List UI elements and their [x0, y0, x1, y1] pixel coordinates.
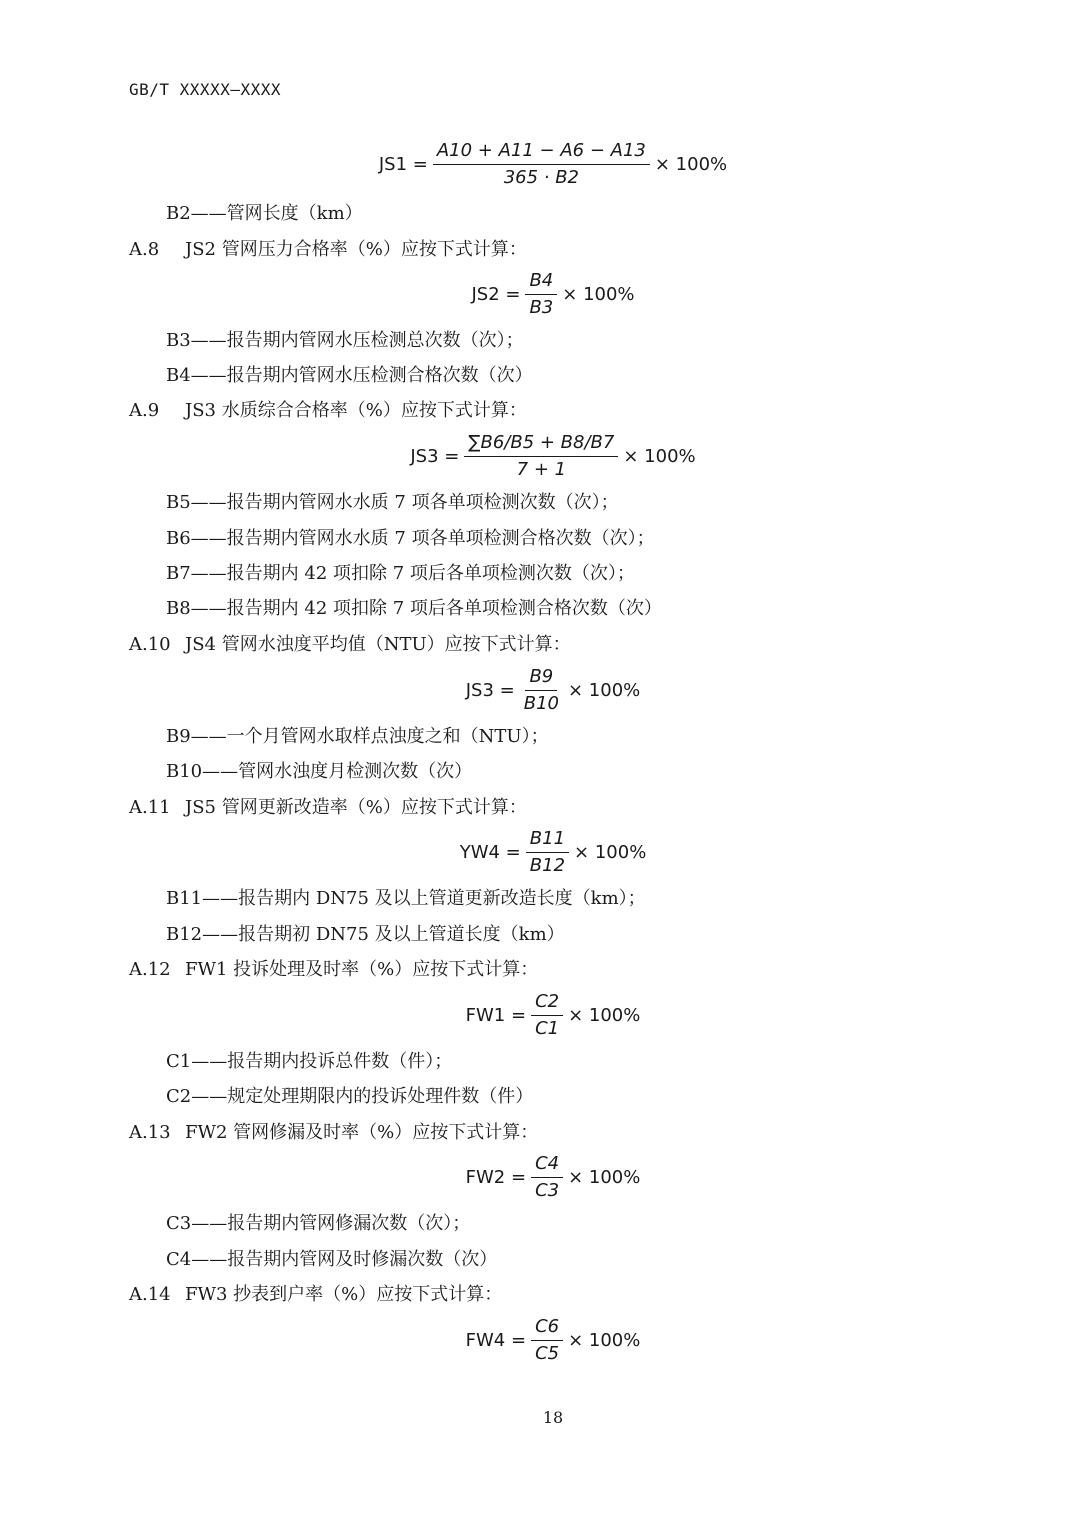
formula-lhs: FW4 =: [465, 1329, 527, 1351]
formula-rhs: × 100%: [623, 445, 696, 467]
definition-b2: B2——管网长度（km）: [166, 203, 363, 224]
formula-rhs: × 100%: [654, 153, 728, 175]
numerator: C2: [531, 991, 563, 1016]
section-a11: [129, 797, 527, 819]
section-a14: [129, 1284, 502, 1306]
definition-c3: C3——报告期内管网修漏次数（次）；: [166, 1213, 471, 1234]
section-text: FW1 投诉处理及时率（%）应按下式计算：: [185, 959, 539, 980]
denominator: 365 · B2: [503, 167, 580, 188]
formula-lhs: FW1 =: [465, 1004, 527, 1026]
section-a8: [129, 239, 527, 261]
formula-js2: [0, 270, 1080, 319]
formula-lhs: JS2 =: [471, 283, 521, 305]
definition-b8: B8——报告期内 42 项扣除 7 项后各单项检测合格次数（次）: [166, 598, 662, 619]
definition-b5: B5——报告期内管网水水质 7 项各单项检测次数（次）；: [166, 492, 619, 513]
fraction: [464, 432, 618, 481]
formula-js1: [0, 140, 1080, 189]
definition-b11: B11——报告期内 DN75 及以上管道更新改造长度（km）；: [166, 888, 646, 909]
definition-b3: B3——报告期内管网水压检测总次数（次）；: [166, 330, 524, 351]
numerator: B11: [526, 828, 569, 853]
formula-rhs: × 100%: [568, 679, 641, 701]
fraction: [531, 1153, 563, 1202]
formula-js3: [0, 432, 1080, 481]
formula-lhs: FW2 =: [465, 1166, 527, 1188]
definition-b10: B10——管网水浊度月检测次数（次）: [166, 761, 473, 782]
denominator: B12: [529, 855, 566, 876]
page-number: 18: [542, 1408, 564, 1427]
denominator: C1: [535, 1018, 560, 1039]
section-text: FW3 抄表到户率（%）应按下式计算：: [185, 1284, 503, 1305]
formula-js4: [0, 666, 1080, 715]
section-number: A.8: [129, 239, 160, 260]
fraction: [433, 140, 650, 189]
formula-fw4: [0, 1316, 1080, 1365]
formula-fw1: [0, 991, 1080, 1040]
section-a13: [129, 1122, 538, 1144]
denominator: C5: [535, 1343, 560, 1364]
numerator: C4: [531, 1153, 563, 1178]
section-text: JS5 管网更新改造率（%）应按下式计算：: [185, 797, 527, 818]
fraction: [525, 270, 557, 319]
definition-b7: B7——报告期内 42 项扣除 7 项后各单项检测次数（次）；: [166, 563, 635, 584]
section-a12: [129, 959, 538, 981]
definition-b9: B9——一个月管网水取样点浊度之和（NTU）；: [166, 726, 549, 747]
section-a10: [129, 634, 571, 656]
section-number: A.14: [129, 1284, 171, 1305]
section-text: FW2 管网修漏及时率（%）应按下式计算：: [185, 1122, 539, 1143]
formula-lhs: JS3 =: [410, 445, 460, 467]
formula-rhs: × 100%: [568, 1166, 641, 1188]
section-text: JS3 水质综合合格率（%）应按下式计算：: [185, 400, 527, 421]
denominator: B3: [529, 297, 554, 318]
section-number: A.10: [129, 634, 171, 655]
section-number: A.12: [129, 959, 171, 980]
definition-b12: B12——报告期初 DN75 及以上管道长度（km）: [166, 924, 565, 945]
definition-c1: C1——报告期内投诉总件数（件）；: [166, 1051, 453, 1072]
formula-rhs: × 100%: [574, 841, 647, 863]
definition-c4: C4——报告期内管网及时修漏次数（次）: [166, 1249, 498, 1270]
numerator: B4: [525, 270, 557, 295]
definition-b6: B6——报告期内管网水水质 7 项各单项检测合格次数（次）；: [166, 528, 655, 549]
numerator: A10 + A11 − A6 − A13: [433, 140, 650, 165]
denominator: C3: [535, 1180, 560, 1201]
formula-lhs: JS1 =: [378, 153, 428, 175]
section-number: A.9: [129, 400, 160, 421]
fraction: [526, 828, 569, 877]
section-number: A.11: [129, 797, 171, 818]
fraction: [531, 991, 563, 1040]
section-number: A.13: [129, 1122, 171, 1143]
numerator: C6: [531, 1316, 563, 1341]
denominator: 7 + 1: [516, 459, 567, 480]
document-header: GB/T XXXXX—XXXX: [129, 80, 281, 99]
numerator: ∑B6/B5 + B8/B7: [464, 432, 618, 457]
formula-yw4: [0, 828, 1080, 877]
definition-c2: C2——规定处理期限内的投诉处理件数（件）: [166, 1086, 534, 1107]
fraction: [531, 1316, 563, 1365]
section-text: JS2 管网压力合格率（%）应按下式计算：: [185, 239, 527, 260]
formula-fw2: [0, 1153, 1080, 1202]
formula-rhs: × 100%: [568, 1329, 641, 1351]
formula-lhs: JS3 =: [465, 679, 515, 701]
formula-rhs: × 100%: [562, 283, 635, 305]
section-text: JS4 管网水浊度平均值（NTU）应按下式计算：: [185, 634, 571, 655]
formula-lhs: YW4 =: [459, 841, 521, 863]
definition-b4: B4——报告期内管网水压检测合格次数（次）: [166, 365, 533, 386]
numerator: B9: [525, 666, 557, 691]
fraction: [520, 666, 563, 715]
formula-rhs: × 100%: [568, 1004, 641, 1026]
denominator: B10: [523, 693, 559, 714]
section-a9: [129, 400, 527, 422]
